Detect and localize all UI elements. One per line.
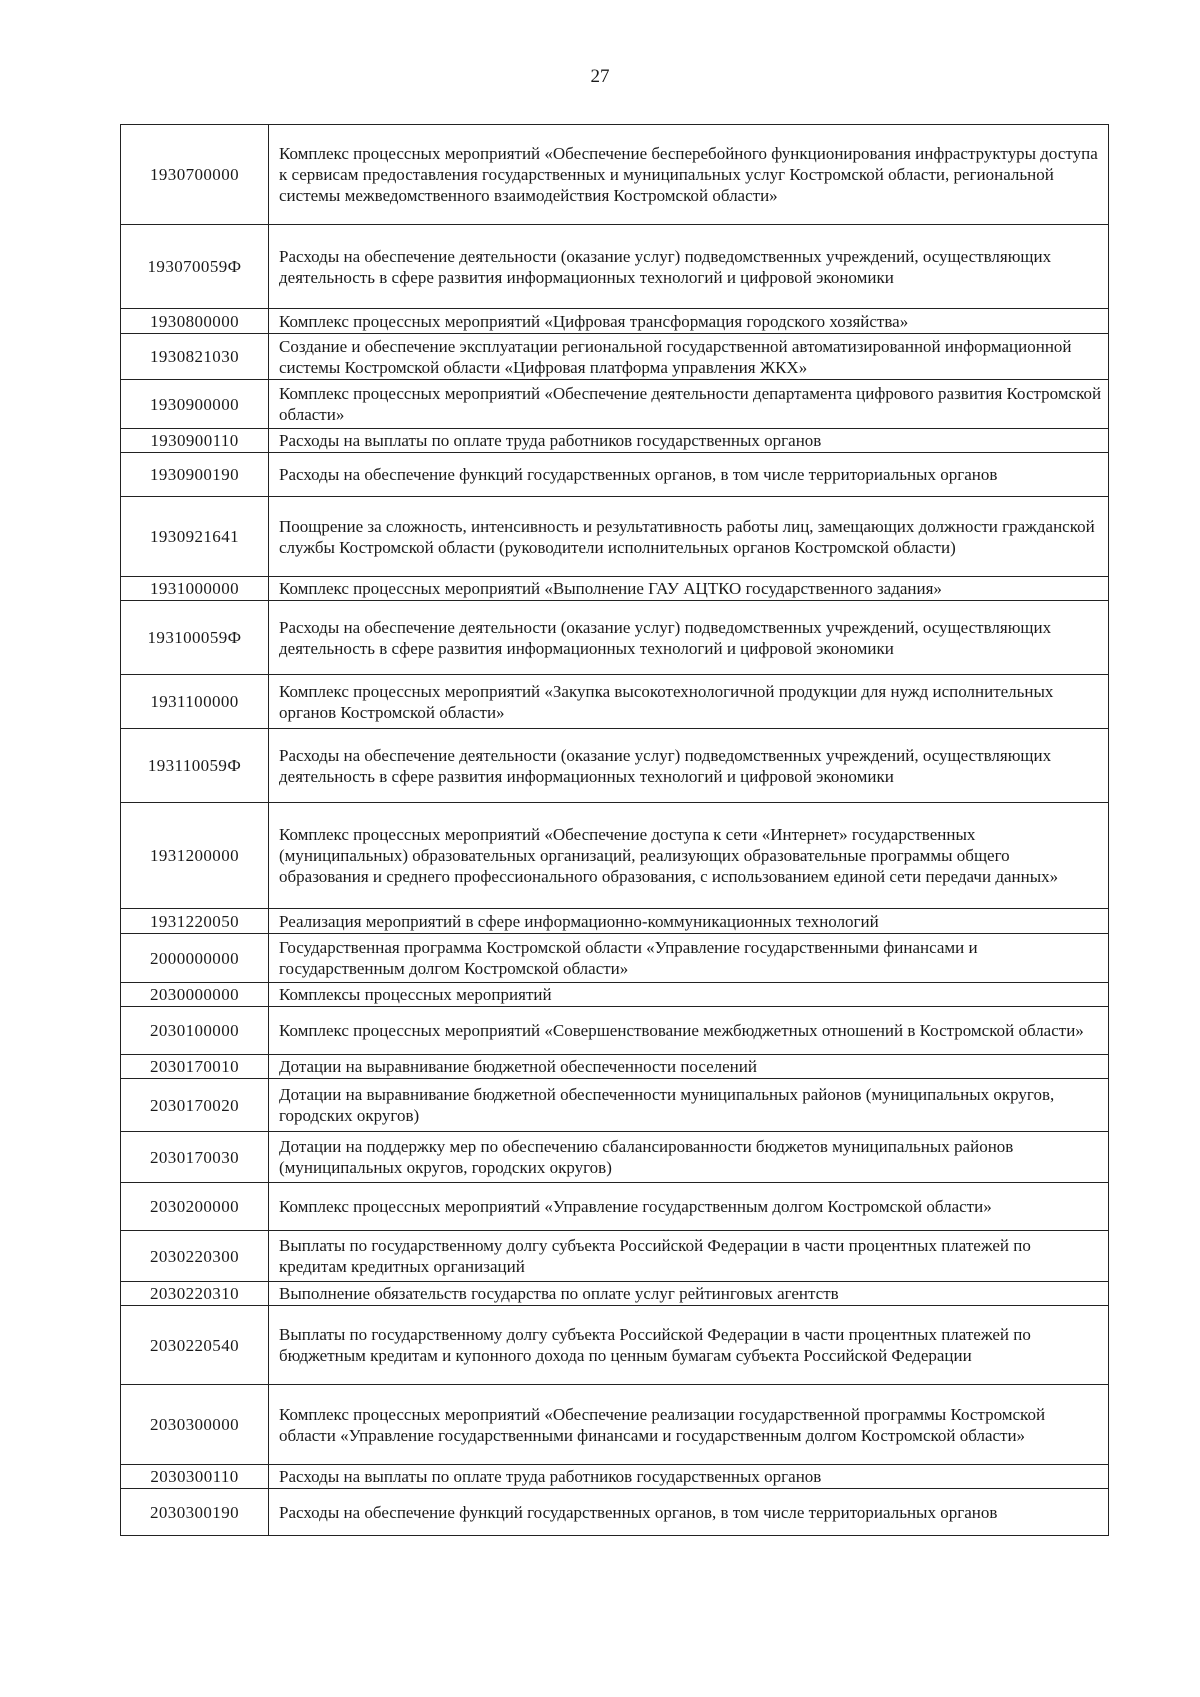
row-name: Расходы на выплаты по оплате труда работников государственных органов bbox=[269, 1465, 1109, 1489]
table-row bbox=[121, 429, 1109, 453]
row-name: Расходы на обеспечение деятельности (оказание услуг) подведомственных учреждений, осуществляющих деятельность в сфере развития информационных технологий и цифровой экономики bbox=[269, 729, 1109, 803]
row-code: 2030300110 bbox=[121, 1465, 269, 1489]
table-row bbox=[121, 909, 1109, 934]
table-row bbox=[121, 1465, 1109, 1489]
row-name: Выплаты по государственному долгу субъекта Российской Федерации в части процентных платежей по бюджетным кредитам и купонного дохода по ценным бумагам субъекта Российской Федерации bbox=[269, 1306, 1109, 1385]
table-row bbox=[121, 1132, 1109, 1183]
row-name: Государственная программа Костромской области «Управление государственными финансами и государственным долгом Костромской области» bbox=[269, 934, 1109, 983]
row-name: Дотации на выравнивание бюджетной обеспеченности поселений bbox=[269, 1055, 1109, 1079]
row-name: Комплекс процессных мероприятий «Обеспечение реализации государственной программы Костромской области «Управление государственными финансами и государственным долгом Костромской области» bbox=[269, 1385, 1109, 1465]
row-code: 1930921641 bbox=[121, 497, 269, 577]
row-code: 1930900000 bbox=[121, 380, 269, 429]
row-code: 1930800000 bbox=[121, 309, 269, 334]
row-code: 2000000000 bbox=[121, 934, 269, 983]
table-row bbox=[121, 934, 1109, 983]
row-name: Комплекс процессных мероприятий «Выполнение ГАУ АЦТКО государственного задания» bbox=[269, 577, 1109, 601]
table-row bbox=[121, 1489, 1109, 1536]
row-code: 2030100000 bbox=[121, 1007, 269, 1055]
row-code: 1931000000 bbox=[121, 577, 269, 601]
table-row bbox=[121, 309, 1109, 334]
row-name: Реализация мероприятий в сфере информационно-коммуникационных технологий bbox=[269, 909, 1109, 934]
table-row bbox=[121, 334, 1109, 380]
row-name: Дотации на поддержку мер по обеспечению сбалансированности бюджетов муниципальных районов (муниципальных округов, городских округов) bbox=[269, 1132, 1109, 1183]
row-code: 2030300000 bbox=[121, 1385, 269, 1465]
table-row bbox=[121, 601, 1109, 675]
row-name: Расходы на обеспечение деятельности (оказание услуг) подведомственных учреждений, осуществляющих деятельность в сфере развития информационных технологий и цифровой экономики bbox=[269, 601, 1109, 675]
row-code: 1931220050 bbox=[121, 909, 269, 934]
table-row bbox=[121, 803, 1109, 909]
row-code: 2030000000 bbox=[121, 983, 269, 1007]
table-row bbox=[121, 1007, 1109, 1055]
row-name: Комплекс процессных мероприятий «Цифровая трансформация городского хозяйства» bbox=[269, 309, 1109, 334]
table-row bbox=[121, 453, 1109, 497]
table-row bbox=[121, 983, 1109, 1007]
row-name: Комплекс процессных мероприятий «Управление государственным долгом Костромской области» bbox=[269, 1183, 1109, 1231]
table-row bbox=[121, 1385, 1109, 1465]
row-name: Комплексы процессных мероприятий bbox=[269, 983, 1109, 1007]
table-row bbox=[121, 1231, 1109, 1282]
row-name: Расходы на обеспечение функций государственных органов, в том числе территориальных органов bbox=[269, 1489, 1109, 1536]
row-name: Выполнение обязательств государства по оплате услуг рейтинговых агентств bbox=[269, 1282, 1109, 1306]
row-code: 2030220310 bbox=[121, 1282, 269, 1306]
table-row bbox=[121, 225, 1109, 309]
row-name: Поощрение за сложность, интенсивность и результативность работы лиц, замещающих должности гражданской службы Костромской области (руководители исполнительных органов Костромской области) bbox=[269, 497, 1109, 577]
table-row bbox=[121, 1282, 1109, 1306]
row-code: 2030170010 bbox=[121, 1055, 269, 1079]
table-row bbox=[121, 675, 1109, 729]
row-code: 2030220540 bbox=[121, 1306, 269, 1385]
row-code: 2030200000 bbox=[121, 1183, 269, 1231]
table-row bbox=[121, 1079, 1109, 1132]
page-number: 27 bbox=[590, 66, 610, 87]
row-name: Расходы на обеспечение функций государственных органов, в том числе территориальных органов bbox=[269, 453, 1109, 497]
row-code: 1930700000 bbox=[121, 125, 269, 225]
row-name: Расходы на выплаты по оплате труда работников государственных органов bbox=[269, 429, 1109, 453]
row-code: 193070059Ф bbox=[121, 225, 269, 309]
table-row bbox=[121, 577, 1109, 601]
row-code: 2030300190 bbox=[121, 1489, 269, 1536]
row-name: Создание и обеспечение эксплуатации региональной государственной автоматизированной информационной системы Костромской области «Цифровая платформа управления ЖКХ» bbox=[269, 334, 1109, 380]
row-name: Расходы на обеспечение деятельности (оказание услуг) подведомственных учреждений, осуществляющих деятельность в сфере развития информационных технологий и цифровой экономики bbox=[269, 225, 1109, 309]
row-code: 2030170020 bbox=[121, 1079, 269, 1132]
row-code: 1931100000 bbox=[121, 675, 269, 729]
table-row bbox=[121, 729, 1109, 803]
table-row bbox=[121, 1183, 1109, 1231]
row-code: 2030220300 bbox=[121, 1231, 269, 1282]
row-name: Дотации на выравнивание бюджетной обеспеченности муниципальных районов (муниципальных округов, городских округов) bbox=[269, 1079, 1109, 1132]
table-row bbox=[121, 497, 1109, 577]
row-name: Выплаты по государственному долгу субъекта Российской Федерации в части процентных платежей по кредитам кредитных организаций bbox=[269, 1231, 1109, 1282]
table-row bbox=[121, 1055, 1109, 1079]
row-code: 1930900190 bbox=[121, 453, 269, 497]
row-code: 193100059Ф bbox=[121, 601, 269, 675]
row-name: Комплекс процессных мероприятий «Обеспечение деятельности департамента цифрового развития Костромской области» bbox=[269, 380, 1109, 429]
row-name: Комплекс процессных мероприятий «Закупка высокотехнологичной продукции для нужд исполнительных органов Костромской области» bbox=[269, 675, 1109, 729]
table-row bbox=[121, 380, 1109, 429]
row-name: Комплекс процессных мероприятий «Обеспечение бесперебойного функционирования инфраструктуры доступа к сервисам предоставления государственных и муниципальных услуг Костромской области, региональной системы межведомственного взаимодействия Костромской области» bbox=[269, 125, 1109, 225]
row-code: 2030170030 bbox=[121, 1132, 269, 1183]
table-row bbox=[121, 125, 1109, 225]
row-code: 1931200000 bbox=[121, 803, 269, 909]
table-row bbox=[121, 1306, 1109, 1385]
budget-code-table bbox=[120, 124, 1109, 1536]
row-name: Комплекс процессных мероприятий «Обеспечение доступа к сети «Интернет» государственных (муниципальных) образовательных организаций, реализующих образовательные программы общего образования и среднего профессионального образования, с использованием единой сети передачи данных» bbox=[269, 803, 1109, 909]
row-code: 193110059Ф bbox=[121, 729, 269, 803]
row-code: 1930900110 bbox=[121, 429, 269, 453]
row-name: Комплекс процессных мероприятий «Совершенствование межбюджетных отношений в Костромской области» bbox=[269, 1007, 1109, 1055]
row-code: 1930821030 bbox=[121, 334, 269, 380]
